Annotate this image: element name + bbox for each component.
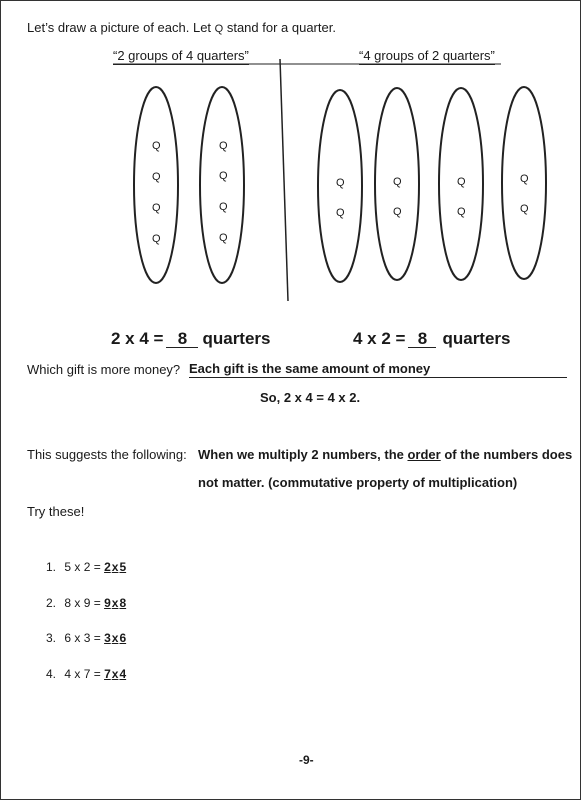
quarter-symbol: Q bbox=[152, 140, 161, 152]
right-equation-expression: 4 x 2 = bbox=[353, 329, 406, 348]
exercise-number: 4. bbox=[46, 667, 57, 681]
quarter-symbol: Q bbox=[520, 173, 529, 185]
quarter-symbol: Q bbox=[152, 202, 161, 214]
intro-quarter-symbol: Q bbox=[214, 23, 224, 35]
exercise-answer-x: x bbox=[111, 596, 119, 610]
try-these-heading: Try these! bbox=[27, 504, 85, 519]
quarter-symbol: Q bbox=[219, 140, 228, 152]
intro-text-before: Let’s draw a picture of each. Let bbox=[27, 20, 215, 35]
suggest-text-a: When we multiply 2 numbers, the bbox=[198, 447, 408, 462]
exercise-prompt: 6 x 3 = bbox=[64, 631, 101, 645]
exercise-item bbox=[46, 560, 126, 574]
exercise-number: 3. bbox=[46, 631, 57, 645]
quarter-symbol: Q bbox=[219, 170, 228, 182]
suggest-statement bbox=[198, 447, 572, 462]
exercise-answer-b: 6 bbox=[119, 631, 127, 645]
exercise-item bbox=[46, 667, 126, 681]
exercise-answer-a: 3 bbox=[104, 631, 111, 645]
quarter-symbol: Q bbox=[336, 207, 345, 219]
quarter-symbol: Q bbox=[520, 203, 529, 215]
exercise-answer-a: 2 bbox=[104, 560, 111, 574]
right-equation-answer: 8 bbox=[408, 331, 436, 348]
exercise-number: 2. bbox=[46, 596, 57, 610]
exercise-item bbox=[46, 596, 126, 610]
quarter-symbol: Q bbox=[219, 201, 228, 213]
exercise-answer-b: 5 bbox=[119, 560, 127, 574]
right-group-label: “4 groups of 2 quarters” bbox=[359, 48, 495, 63]
exercise-item bbox=[46, 631, 126, 645]
question-answer: Each gift is the same amount of money bbox=[189, 361, 567, 378]
suggest-word-order: order bbox=[407, 447, 441, 462]
left-equation-unit: quarters bbox=[202, 329, 271, 348]
suggest-line-2: not matter. (commutative property of multiplication) bbox=[198, 475, 518, 490]
exercise-answer-b: 8 bbox=[119, 596, 127, 610]
quarter-symbol: Q bbox=[457, 176, 466, 188]
quarter-symbol: Q bbox=[393, 206, 402, 218]
exercise-answer-b: 4 bbox=[119, 667, 127, 681]
exercise-answer-x: x bbox=[111, 667, 119, 681]
so-line: So, 2 x 4 = 4 x 2. bbox=[260, 390, 361, 405]
exercise-prompt: 5 x 2 = bbox=[64, 560, 101, 574]
left-group-oval-1 bbox=[134, 87, 178, 283]
suggest-text-b: of the numbers does bbox=[440, 447, 573, 462]
exercise-answer-x: x bbox=[111, 631, 119, 645]
exercise-prompt: 8 x 9 = bbox=[64, 596, 101, 610]
right-equation bbox=[353, 329, 511, 349]
page-number: -9- bbox=[299, 753, 314, 767]
quarter-symbol: Q bbox=[219, 232, 228, 244]
intro-text-after: stand for a quarter. bbox=[223, 20, 336, 35]
right-equation-unit: quarters bbox=[442, 329, 511, 348]
left-equation-expression: 2 x 4 = bbox=[111, 329, 164, 348]
left-equation bbox=[111, 329, 271, 349]
exercise-answer-a: 9 bbox=[104, 596, 111, 610]
quarter-symbol: Q bbox=[336, 177, 345, 189]
exercise-prompt: 4 x 7 = bbox=[64, 667, 101, 681]
quarter-symbol: Q bbox=[152, 233, 161, 245]
left-group-oval-2 bbox=[200, 87, 244, 283]
quarter-symbol: Q bbox=[152, 171, 161, 183]
question-text: Which gift is more money? bbox=[27, 362, 181, 377]
left-equation-answer: 8 bbox=[166, 331, 198, 348]
quarter-symbol: Q bbox=[393, 176, 402, 188]
group-divider bbox=[280, 59, 288, 301]
quarter-symbol: Q bbox=[457, 206, 466, 218]
exercise-answer-a: 7 bbox=[104, 667, 111, 681]
exercise-answer-x: x bbox=[111, 560, 119, 574]
suggest-lead: This suggests the following: bbox=[27, 447, 187, 462]
left-group-label: “2 groups of 4 quarters” bbox=[113, 48, 249, 63]
exercise-number: 1. bbox=[46, 560, 57, 574]
